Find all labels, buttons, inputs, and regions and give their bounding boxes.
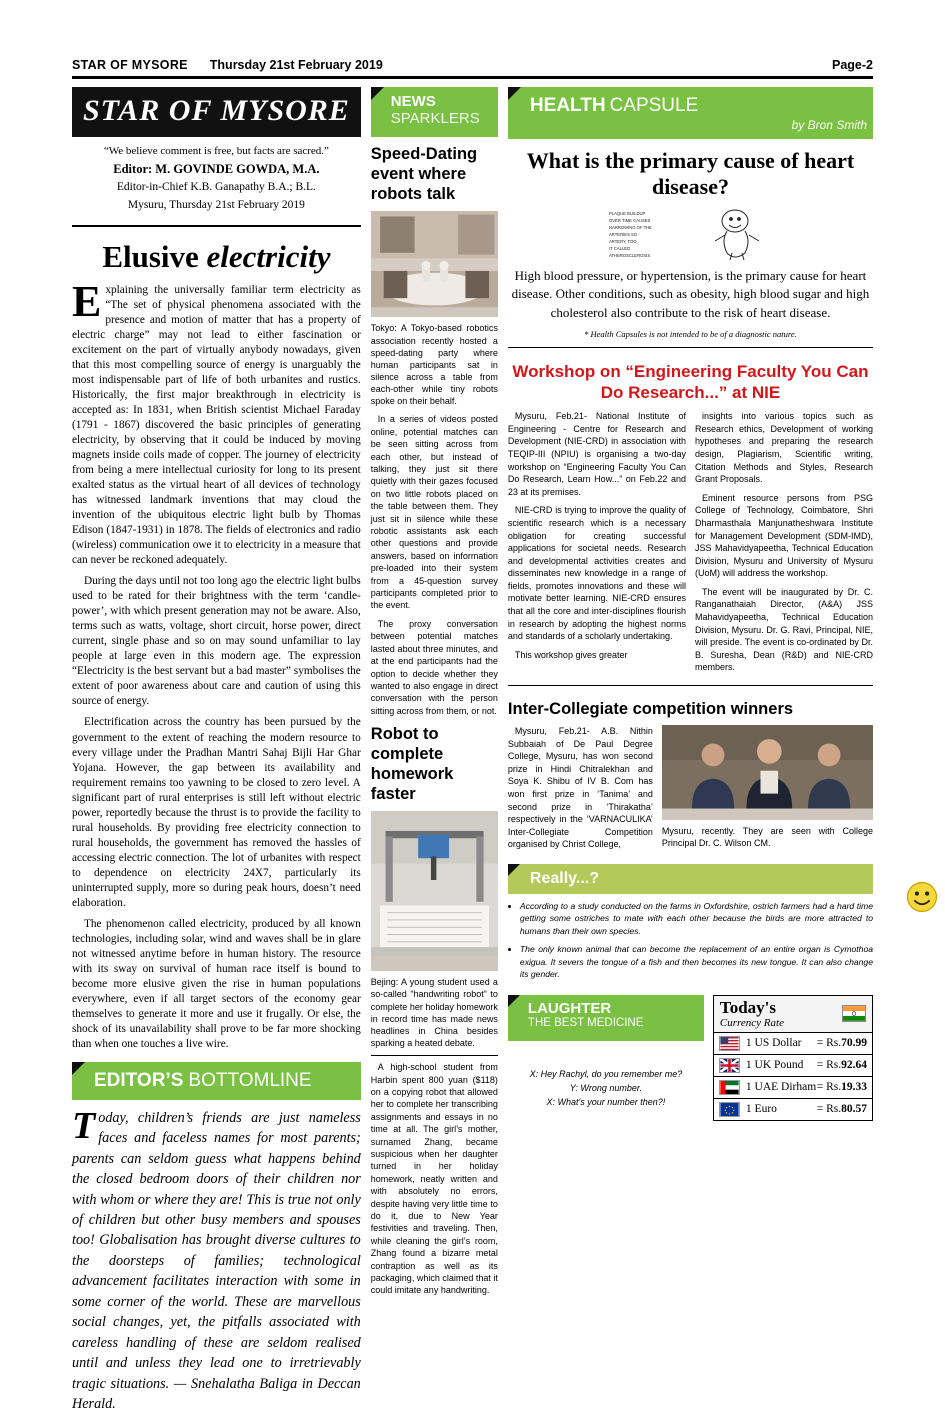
currency-value	[817, 1103, 867, 1115]
lead-headline-italic: electricity	[206, 239, 331, 275]
workshop-paragraph: Eminent resource persons from PSG College of Technology, Coimbatore, Shri Dharmasthala Manjunatheshwara Institute for Management Development (SDM-IMD), JSS Mahavidyapeetha, Technical Education Division, Mysuru and University of Mysuru (UoM) will address the workshop.	[694, 492, 874, 579]
intercollegiate-headline: Inter-Collegiate competition winners	[507, 700, 794, 719]
corner-fold-icon	[371, 87, 384, 100]
joke-line: X: What's your number then?!	[546, 1097, 666, 1108]
award-winners-photo-icon	[662, 725, 873, 809]
handwriting-robot-photo-icon	[371, 811, 498, 956]
currency-title-wrap	[720, 999, 784, 1029]
currency-value-prefix: = Rs.	[816, 1103, 842, 1116]
really-body	[508, 900, 873, 987]
column-right	[508, 87, 873, 1267]
sparkler2-body	[371, 1061, 498, 1297]
artery-cartoon-icon	[605, 205, 775, 261]
currency-row	[714, 1033, 872, 1055]
health-answer: High blood pressure, or hypertension, is the primary cause for heart disease. Other conditions, such as obesity, high blood sugar and high cholesterol also contribute to the risk of heart disease.	[511, 268, 870, 320]
laughter-joke	[508, 1067, 704, 1110]
health-disclaimer: * Health Capsules is not intended to be of a diagnostic nature.	[584, 329, 797, 340]
workshop-paragraph: The event will be inaugurated by Dr. C. Ranganathaiah Director, (A&A) JSS Mahavidyapeetha, Technical Education Division, Mysuru. Dr. G. Ravi, Principal, NIE, will preside. The event is co-ordinated by Dr. B. Suresha, Dean (R&D) and NIE-CRD members.	[694, 586, 874, 673]
lead-paragraph	[72, 277, 361, 568]
svg-text:ATHEROSCLEROSIS: ATHEROSCLEROSIS	[609, 253, 651, 259]
currency-value-number: 70.99	[841, 1037, 867, 1050]
lead-paragraph: Electrification across the country has been pursued by the government to the extent of reaching the modern resource to every village under the Pradhan Mantri Sahaj Bijli Har Ghar Yojana. However, the gap between its availability and requirement remains too yawning to be closed to zero level. A significant part of rural enterprises is still left without electric power, reportedly because the thrust is to provide the facility to rural households. By providing free electricity connection to rural households, the government has removed the hassles of accessing electric connection. The lot of urbanites with respect to dependence on electricity 24X7, particularly its uninterrupted supply, more so during peak hours, doesn’t need elaboration.	[72, 716, 361, 909]
currency-row	[714, 1055, 872, 1077]
currency-name: 1 US Dollar	[745, 1037, 802, 1050]
uae-flag-icon	[719, 1080, 740, 1095]
really-header	[508, 864, 873, 894]
intercollegiate-caption: Mysuru, recently. They are seen with College Principal Dr. C. Wilson CM.	[661, 826, 873, 849]
bottom-row	[508, 995, 873, 1121]
svg-text:ARTERIES SO: ARTERIES SO	[609, 232, 638, 238]
lead-paragraph-text: xplaining the universally familiar term electricity as “The set of physical phenomena associated with the presence and motion of matter that has a property of electric charge” may not lead to either fascination or excitement on the part of virtually anybody nowadays, given that this most compelling source of energy is unarguably the most indispensable part of life of both urbanites and rustics. Historically, the first major breakthrough in electricity is accepted as: In 1831, when British scientist Michael Faraday (1791 - 1867) discovered the basic principles of generating electricity, by observing that it could be induced by moving magnets inside coils made of copper. The journey of electricity from being a mere intellectual curiosity for long to its present exalted status as the virtual heart of all devices of technology has witnessed landmark inventions that may cloud the invention of the ubiquitous electric light bulb by Thomas Edison (1847-1931) in 1878. The fields of electronics and radio (wireless) communication owe it to electricity in a measure that can never be reckoned adequately.	[72, 284, 361, 567]
lead-article-body	[72, 277, 361, 1052]
sparkler2-paragraph: A high-school student from Harbin spent 800 yuan ($118) on a copying robot that allowed her to complete her transcribing assignments and essays in no time at all. The girl’s mother, surnamed Zhang, became suspicious when her daughter turned in her holiday homework, neatly written and with absolutely no errors, despite having very little time to do it, due to New Year festivities and traveling. Then, while cleaning the girl’s room, Zhang found a bizarre metal contraption as well as its packaging, which claimed that it could imitate any handwriting.	[370, 1062, 498, 1296]
intercollegiate-photo	[662, 725, 873, 820]
sparkler2-photo	[371, 811, 498, 971]
currency-title: Today's	[719, 997, 776, 1017]
health-capsule-header	[508, 87, 873, 139]
header-page-number: Page-2	[832, 58, 873, 72]
column-sparklers	[370, 87, 498, 1296]
currency-value	[817, 1081, 867, 1093]
page-header	[72, 58, 873, 76]
sparkler2-caption: Bejing: A young student used a so-called “handwriting robot” to complete her holiday homework in record time has made news headlines in China besides sparking a heated debate.	[370, 977, 498, 1049]
currency-value	[817, 1059, 867, 1071]
corner-fold-icon	[508, 995, 520, 1007]
editors-bottomline-flag-bold: EDITOR’S	[94, 1069, 184, 1091]
really-flag-label: Really...?	[529, 869, 599, 887]
sparkler1-paragraph: In a series of videos posted online, potential matches can be seen sitting across from each other, but instead of talking, they just sit there quietly with their gazes focused on two little robots placed on the table between them. They just sit in silence while these robotic assistants ask each other questions and provide answers, based on information pre-loaded into their system from a 45-question survey participants completed prior to the event.	[370, 414, 498, 611]
corner-fold-icon	[508, 87, 521, 100]
robot-dating-photo-icon	[371, 211, 498, 307]
currency-value-number: 80.57	[841, 1103, 867, 1116]
currency-value-number: 92.64	[841, 1059, 867, 1072]
intercollegiate-block	[508, 725, 873, 856]
intercollegiate-paragraph: Mysuru, Feb.21- A.B. Nithin Subbaiah of De Paul Degree College, Mysuru, has won second prize in Hindi Chitralekhan and Soya K. Shibu of IV B. Com has won first prize in ‘Tanima’ and second prize in ‘Thirakatha’ respectively in the ‘VARNACULIKA’ Inter-Collegiate Competition organised by Christ College,	[507, 726, 653, 850]
nameplate-editor: Editor: M. GOVINDE GOWDA, M.A.	[113, 162, 320, 177]
workshop-body	[508, 410, 873, 680]
currency-value-prefix: = Rs.	[816, 1037, 842, 1050]
workshop-col2	[695, 410, 873, 680]
currency-widget	[713, 995, 873, 1121]
laughter-flag-bold: LAUGHTER	[527, 999, 612, 1017]
sparkler-divider	[371, 1055, 498, 1056]
sparkler1-caption: Tokyo: A Tokyo-based robotics association recently hosted a speed-dating party where human participants sat in silence across a table from each-other while tiny robots spoke on their behalf.	[370, 323, 498, 407]
health-byline: by Bron Smith	[791, 118, 867, 132]
sparkler2-headline: Robot to complete homework faster	[370, 725, 454, 803]
workshop-divider	[508, 685, 873, 686]
editors-bottomline-text: oday, children’s friends are just nameless faces and faceless names for most parents; parents can seldom guess what happens behind the closed bedroom doors of their children nor with whom or where they are! This is true not only of children but other busy members and spouses too! Globalisation has brought diverse cultures to the doorsteps of families; technological advancement facilitates interaction with some in some corner of the world. These are marvellous social changes, yet, the pitfalls associated with careless handling of these are seldom realised until and unless they lead one to irretrievably tragic situations. — Snehalatha Baliga in Deccan Herald.	[72, 1109, 361, 1412]
health-cartoon	[508, 205, 873, 261]
news-sparklers-header	[371, 87, 498, 137]
eu-flag-icon	[719, 1102, 740, 1117]
workshop-paragraph: insights into various topics such as Research ethics, Development of working hypotheses and preparing the research design, Plagiarism, Scientific writing, Citation Methods and Styles, Research Grant Proposals.	[694, 411, 874, 485]
svg-text:OVER TIME CAUSES: OVER TIME CAUSES	[609, 218, 651, 224]
nameplate-title: STAR OF MYSORE	[72, 87, 361, 137]
lead-headline	[72, 239, 361, 275]
editors-bottomline-body	[72, 1104, 361, 1414]
page-columns	[72, 87, 874, 1412]
laughter-block	[508, 995, 704, 1121]
health-divider	[508, 347, 873, 348]
svg-text:NARROWING OF THE: NARROWING OF THE	[609, 225, 653, 231]
workshop-paragraph: This workshop gives greater	[514, 649, 628, 660]
really-item: • According to a study conducted on the farms in Oxfordshire, ostrich farmers had a hard time getting some ostriches to mate with each other because the birds are more attracted to humans than their own species.	[520, 900, 873, 937]
currency-row	[714, 1077, 872, 1099]
svg-text:ARTERY, TOO,: ARTERY, TOO,	[609, 239, 639, 245]
corner-fold-icon	[508, 864, 520, 876]
workshop-paragraph: Mysuru, Feb.21- National Institute of Engineering - Centre for Research and Development (NIE-CRD) in association with TEQIP-III (NPIU) is organising a two-day workshop on “Engineering Faculty You Can Do Research, Learn How...” on Feb.22 and 23 at its premises.	[507, 411, 686, 497]
currency-header	[714, 996, 872, 1033]
lead-paragraph: During the days until not too long ago the electric light bulbs used to be rated for their brightness with the term ‘candle-power’, with which present generation may not be aware. Also, terms such as watts, voltage, short circuit, horse power, direct current, single phase and so on may sound unfamiliar to lay people at large even in this modern age. The expression “Electricity is the best servant but a bad master” symbolises the extent of poor awareness about care and caution of using this source of energy.	[72, 575, 361, 708]
currency-name: 1 Euro	[745, 1103, 777, 1116]
intercollegiate-text	[508, 725, 653, 856]
india-flag-icon	[842, 1005, 866, 1022]
header-divider	[72, 76, 873, 79]
currency-value-prefix: = Rs.	[816, 1081, 842, 1094]
health-flag-bold: HEALTH	[529, 95, 606, 116]
sparklers-flag-line1: NEWS	[390, 93, 436, 110]
corner-fold-icon	[72, 1062, 85, 1075]
header-masthead: STAR OF MYSORE	[72, 58, 188, 72]
nameplate-quote: “We believe comment is free, but facts are sacred.”	[103, 145, 329, 157]
joke-line: Y: Wrong number.	[569, 1083, 643, 1094]
editors-bottomline-header	[72, 1062, 361, 1100]
header-date: Thursday 21st February 2019	[209, 58, 383, 72]
uk-flag-icon	[719, 1058, 740, 1073]
laughter-flag-light: THE BEST MEDICINE	[527, 1016, 644, 1029]
currency-name: 1 UAE Dirham	[745, 1081, 817, 1094]
us-flag-icon	[719, 1036, 740, 1051]
svg-text:PLAQUE BUILDUP: PLAQUE BUILDUP	[609, 211, 646, 217]
lead-headline-plain: Elusive	[102, 239, 207, 275]
lead-paragraph: The phenomenon called electricity, produced by all known technologies, including solar, wind and waves shall be in glare not witnessed anytime before in human history. The resource with its sway on survival of human race itself is bound to become more elusive given the rise in human populations everywhere, even if all target sectors of the economy gear themselves to generate it more and use it frugally. Or else, the shock of its unavailability shall prove to be far more shocking than when one touches a live wire.	[72, 917, 361, 1050]
sparkler1-paragraph: The proxy conversation between potential matches lasted about three minutes, and at the end participants had the option to decide whether they wanted to also engage in direct conversation with the person sitting across from them, or not.	[370, 618, 498, 716]
svg-text:IT CALLED: IT CALLED	[609, 246, 631, 252]
workshop-paragraph: NIE-CRD is trying to improve the quality of scientific research which is a necessary obligation for creating successful applications for societal needs. Research and developmental activities creates and disseminates new knowledge in a range of fields, promotes innovations and these will motivate better learning. NIE-CRD ensures that all the core and inter-disciplines flourish in research by adopting the highest norms and standards of a scholarly undertaking.	[507, 505, 686, 642]
currency-value-number: 19.33	[841, 1081, 867, 1094]
nameplate-block	[72, 137, 361, 219]
lead-dropcap: E	[72, 277, 102, 327]
editors-bottomline-flag-light: BOTTOMLINE	[188, 1069, 312, 1091]
column-left	[72, 87, 361, 1412]
currency-name: 1 UK Pound	[745, 1059, 804, 1072]
currency-row	[714, 1099, 872, 1120]
currency-value	[817, 1037, 867, 1049]
sparkler1-body	[371, 413, 498, 717]
health-flag-light: CAPSULE	[609, 95, 699, 116]
health-question: What is the primary cause of heart disease?	[526, 148, 855, 199]
editors-dropcap: T	[72, 1104, 96, 1147]
nameplate-divider	[72, 225, 361, 227]
currency-subtitle: Currency Rate	[719, 1016, 784, 1029]
currency-value-prefix: = Rs.	[816, 1059, 842, 1072]
joke-line: X: Hey Rachyl, do you remember me?	[529, 1068, 683, 1079]
smiley-face-icon	[905, 880, 939, 914]
really-item: • The only known animal that can become the replacement of an entire organ is Cymothoa exigua. It severs the tongue of a fish and then becomes its new tongue. It can also change its gender.	[520, 943, 873, 980]
nameplate-editor-in-chief: Editor-in-Chief K.B. Ganapathy B.A.; B.L.	[116, 181, 316, 194]
laughter-header	[508, 995, 704, 1041]
sparklers-flag-line2: SPARKLERS	[390, 110, 480, 127]
sparkler1-photo	[371, 211, 498, 317]
intercollegiate-photo-wrap	[662, 725, 873, 856]
workshop-headline: Workshop on “Engineering Faculty You Can Do Research...” at NIE	[512, 362, 869, 402]
workshop-col1	[508, 410, 686, 680]
nameplate-place-date: Mysuru, Thursday 21st February 2019	[127, 199, 305, 212]
sparkler1-headline: Speed-Dating event where robots talk	[370, 145, 478, 203]
